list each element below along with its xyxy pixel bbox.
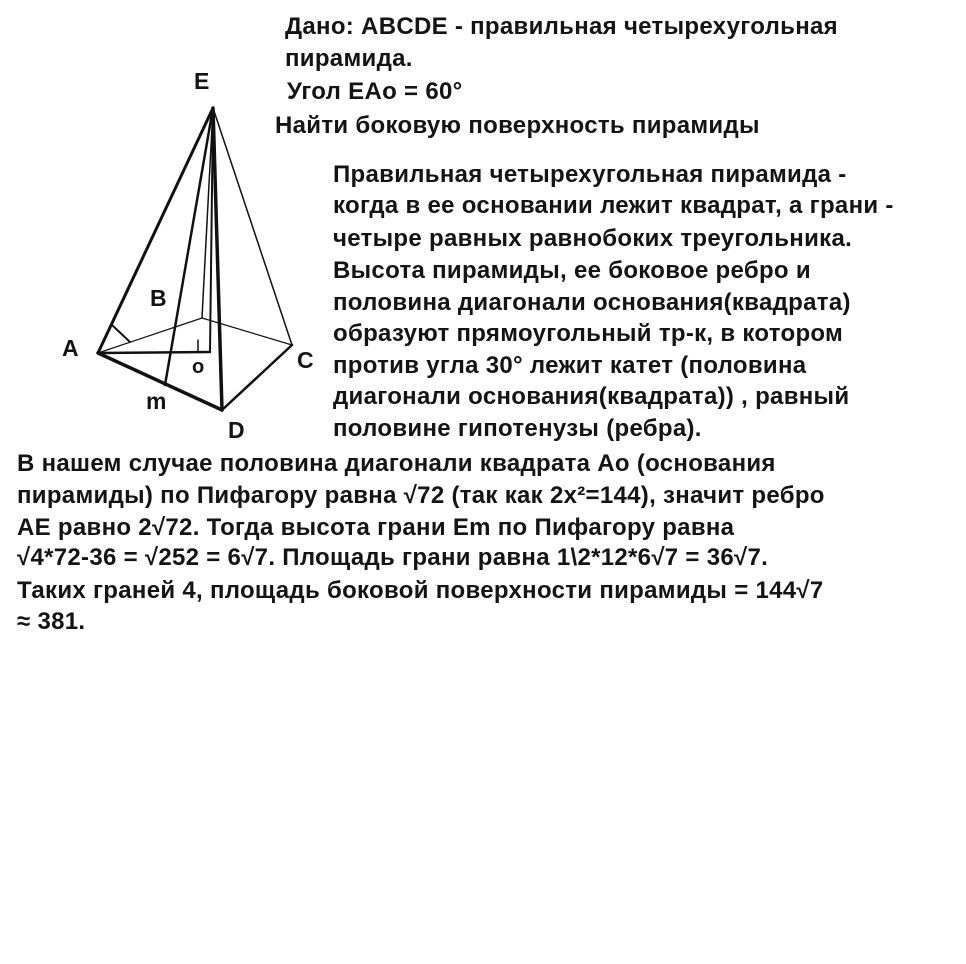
given-line-4: Найти боковую поверхность пирамиды (275, 112, 760, 139)
angle-mark (112, 325, 130, 342)
solution-line: √4*72-36 = √252 = 6√7. Площадь грани равна 1\2*12*6√7 = 36√7. (17, 544, 769, 571)
explanation-line: когда в ее основании лежит квадрат, а грани - (333, 192, 894, 219)
vertex-label-E: E (194, 68, 210, 94)
explanation-line: против угла 30° лежит катет (половина (333, 352, 807, 379)
explanation-line: образуют прямоугольный тр-к, в котором (333, 320, 844, 347)
explanation-line: Правильная четырехугольная пирамида - (333, 161, 847, 188)
edge-EA (98, 108, 213, 353)
half-diagonal-Ao (98, 352, 210, 353)
vertex-label-A: A (62, 335, 79, 361)
explanation-line: четыре равных равнобоких треугольника. (333, 225, 853, 252)
solution-line: ≈ 381. (17, 608, 86, 635)
explanation-line: Высота пирамиды, ее боковое ребро и (333, 257, 811, 284)
point-label-m: m (146, 388, 167, 414)
solution-line: Таких граней 4, площадь боковой поверхности пирамиды = 144√7 (17, 577, 824, 604)
explanation-line: половина диагонали основания(квадрата) (333, 289, 851, 316)
edge-EC (213, 108, 292, 345)
explanation-line: половине гипотенузы (ребра). (333, 415, 702, 442)
base-DC (222, 345, 292, 410)
vertex-label-D: D (228, 417, 245, 443)
given-line-1: Дано: ABCDE - правильная четырехугольная (285, 13, 838, 40)
vertex-label-B: B (150, 285, 167, 311)
vertex-label-C: C (297, 347, 314, 373)
edge-ED (213, 108, 222, 410)
solution-line: В нашем случае половина диагонали квадрата Ао (основания (17, 450, 776, 477)
point-label-o: o (192, 356, 205, 378)
explanation-line: диагонали основания(квадрата)) , равный (333, 383, 850, 410)
solution-line: пирамиды) по Пифагору равна √72 (так как 2x²=144), значит ребро (17, 482, 825, 509)
solution-line: АЕ равно 2√72. Тогда высота грани Em по Пифагору равна (17, 514, 735, 541)
given-line-2: пирамида. (285, 45, 413, 72)
given-line-3: Угол EAo = 60° (287, 78, 463, 105)
base-BC (202, 318, 292, 345)
